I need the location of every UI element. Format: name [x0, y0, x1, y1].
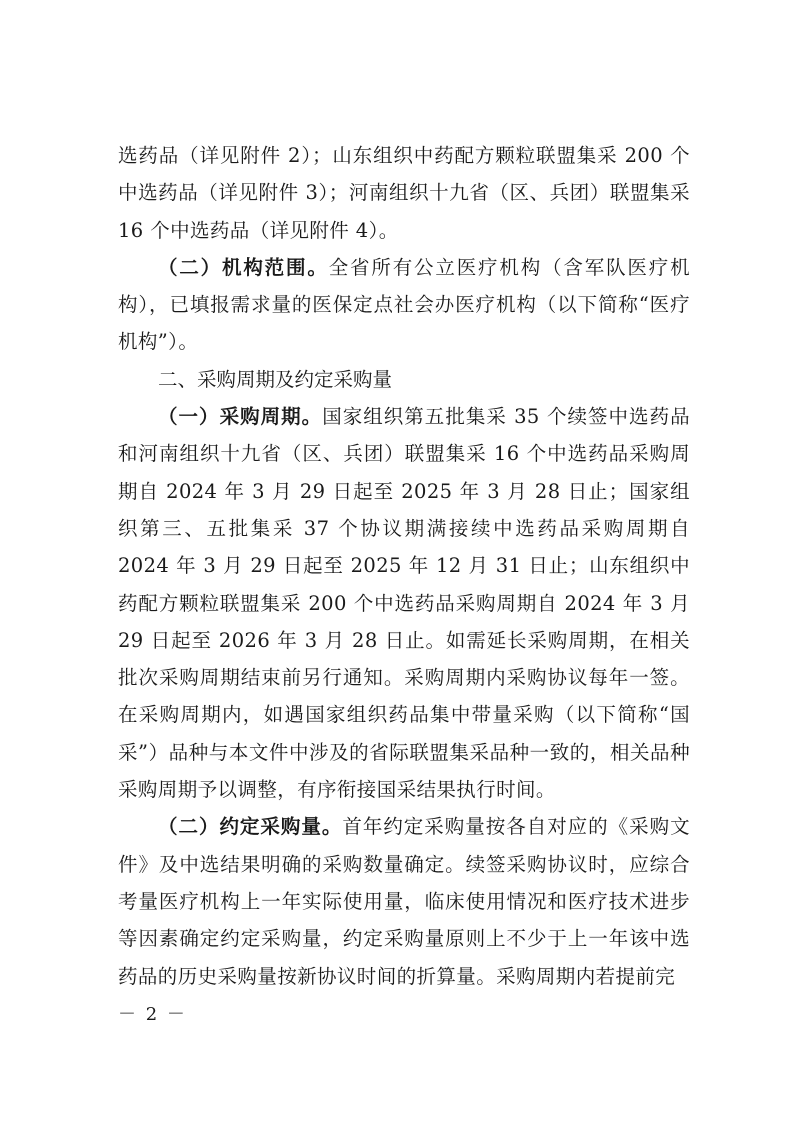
- paragraph-procurement-period: [118, 398, 690, 808]
- paragraph-text: 国家组织第五批集采 35 个续签中选药品和河南组织十九省（区、兵团）联盟集采 16 个中选药品采购周期自 2024 年 3 月 29 日起至 2025 年 3 月 28 日止；国家组织第三、五批集采 37 个协议期满接续中选药品采购周期自 2024 年 3 月 29 日起至 2025 年 12 月 31 日止；山东组织中药配方颗粒联盟集采 200 个中选药品采购周期自 2024 年 3 月 29 日起至 2026 年 3 月 28 日止。如需延长采购周期，在相关批次采购周期结束前另行通知。采购周期内采购协议每年一签。在采购周期内，如遇国家组织药品集中带量采购（以下简称“国采”）品种与本文件中涉及的省际联盟集采品种一致的，相关品种采购周期予以调整，有序衔接国采结果执行时间。: [118, 405, 690, 802]
- document-body: [118, 137, 690, 995]
- paragraph-lead: （一）采购周期。: [158, 405, 323, 429]
- paragraph-agreed-volume: [118, 808, 690, 994]
- section-heading: 二、采购周期及约定采购量: [158, 367, 393, 391]
- paragraph-lead: （二）机构范围。: [158, 255, 329, 279]
- paragraph-text: 选药品（详见附件 2）；山东组织中药配方颗粒联盟集采 200 个中选药品（详见附件 3）；河南组织十九省（区、兵团）联盟集采 16 个中选药品（详见附件 4）。: [118, 144, 690, 242]
- paragraph-institution-scope: [118, 249, 690, 361]
- paragraph-drug-list: [118, 137, 690, 249]
- paragraph-text: 全省所有公立医疗机构（含军队医疗机构），已填报需求量的医保定点社会办医疗机构（以下简称“医疗机构”）。: [118, 255, 690, 354]
- page-number: － 2 －: [118, 1004, 187, 1025]
- paragraph-lead: （二）约定采购量。: [158, 815, 343, 839]
- paragraph-text: 首年约定采购量按各自对应的《采购文件》及中选结果明确的采购数量确定。续签采购协议时，应综合考量医疗机构上一年实际使用量，临床使用情况和医疗技术进步等因素确定约定采购量，约定采购量原则上不少于上一年该中选药品的历史采购量按新协议时间的折算量。采购周期内若提前完: [118, 815, 690, 988]
